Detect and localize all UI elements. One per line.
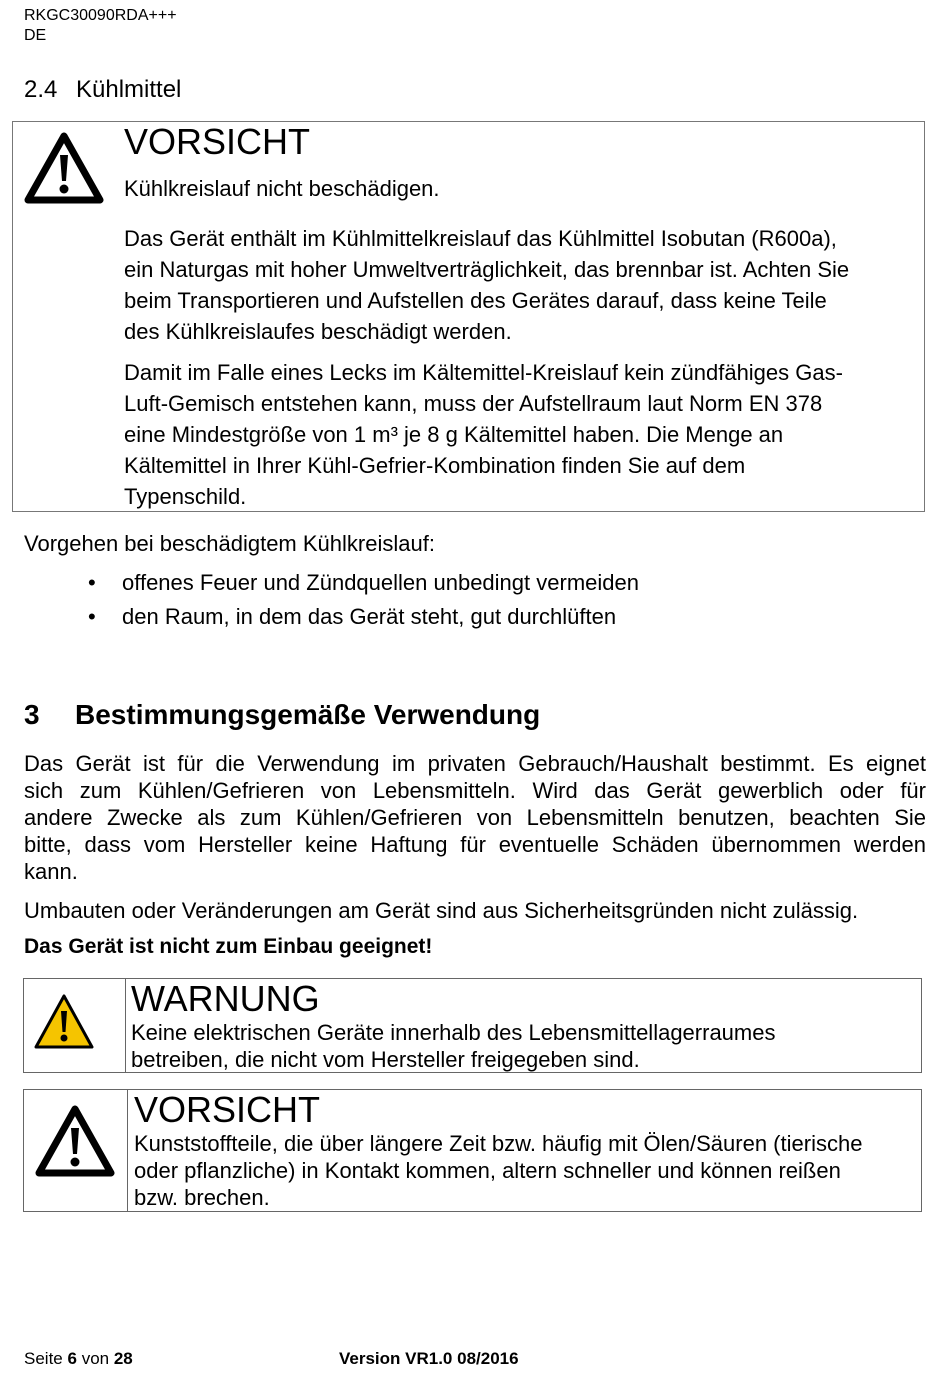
text-line: andere Zwecke als zum Kühlen/Gefrieren von Lebensmitteln benutzen, beachten Sie bbox=[24, 805, 926, 830]
text-line: Luft-Gemisch entstehen kann, muss der Aufstellraum laut Norm EN 378 bbox=[124, 391, 823, 416]
text-line: betreiben, die nicht vom Hersteller freigegeben sind. bbox=[131, 1047, 640, 1072]
built-in-note: Das Gerät ist nicht zum Einbau geeignet! bbox=[24, 935, 433, 958]
caution-paragraph-1 bbox=[124, 223, 849, 347]
text-line: Kunststoffteile, die über längere Zeit bzw. häufig mit Ölen/Säuren (tierische bbox=[134, 1131, 863, 1156]
warning-triangle-yellow-icon bbox=[33, 993, 95, 1051]
caution-paragraph-2 bbox=[124, 357, 843, 512]
text-line: oder pflanzliche) in Kontakt kommen, altern schneller und können reißen bbox=[134, 1158, 841, 1183]
version-info: Version VR1.0 08/2016 bbox=[339, 1349, 519, 1368]
bullet-glyph: • bbox=[88, 570, 96, 595]
page-separator: von bbox=[81, 1349, 110, 1368]
text-line: Kältemittel in Ihrer Kühl-Gefrier-Kombination finden Sie auf dem bbox=[124, 453, 746, 478]
box-divider bbox=[127, 1090, 128, 1211]
text-line: Keine elektrischen Geräte innerhalb des Lebensmittellagerraumes bbox=[131, 1020, 776, 1045]
text-line: bzw. brechen. bbox=[134, 1185, 270, 1210]
modification-note: Umbauten oder Veränderungen am Gerät sind aus Sicherheitsgründen nicht zulässig. bbox=[24, 898, 859, 923]
caution-title: VORSICHT bbox=[124, 121, 311, 162]
warning-box-electrical bbox=[23, 978, 922, 1073]
text-line: kann. bbox=[24, 859, 78, 884]
section-title: Bestimmungsgemäße Verwendung bbox=[75, 699, 541, 730]
caution-box-plastics bbox=[23, 1089, 922, 1212]
language-code: DE bbox=[24, 27, 47, 44]
usage-paragraph bbox=[24, 750, 926, 885]
text-line: des Kühlkreislaufes beschädigt werden. bbox=[124, 319, 512, 344]
list-item-text: den Raum, in dem das Gerät steht, gut durchlüften bbox=[122, 604, 617, 629]
page-number bbox=[24, 1348, 133, 1370]
doc-code: RKGC30090RDA+++ bbox=[24, 7, 177, 24]
text-line: Typenschild. bbox=[124, 484, 247, 509]
text-line: Damit im Falle eines Lecks im Kältemittel-Kreislauf kein zündfähiges Gas- bbox=[124, 360, 843, 385]
caution-box-refrigerant bbox=[12, 121, 925, 512]
procedure-intro: Vorgehen bei beschädigtem Kühlkreislauf: bbox=[24, 531, 435, 556]
page-current: 6 bbox=[67, 1349, 77, 1368]
caution-subtitle: Kühlkreislauf nicht beschädigen. bbox=[124, 176, 440, 201]
bullet-glyph: • bbox=[88, 604, 96, 629]
caution-title: VORSICHT bbox=[134, 1089, 321, 1130]
text-line: Das Gerät enthält im Kühlmittelkreislauf das Kühlmittel Isobutan (R600a), bbox=[124, 226, 837, 251]
section-heading-2-4 bbox=[24, 76, 181, 104]
text-line: Das Gerät ist für die Verwendung im privaten Gebrauch/Haushalt bestimmt. Es eignet bbox=[24, 751, 926, 776]
page-prefix: Seite bbox=[24, 1349, 63, 1368]
warning-triangle-icon bbox=[35, 1104, 115, 1178]
list-item-text: offenes Feuer und Zündquellen unbedingt vermeiden bbox=[122, 570, 639, 595]
warning-title: WARNUNG bbox=[131, 978, 320, 1019]
page-total: 28 bbox=[113, 1349, 133, 1368]
text-line: sich zum Kühlen/Gefrieren von Lebensmitteln. Wird das Gerät gewerblich oder für bbox=[24, 778, 926, 803]
warning-triangle-icon bbox=[24, 131, 104, 205]
text-line: bitte, dass vom Hersteller keine Haftung für eventuelle Schäden übernommen werden bbox=[24, 832, 926, 857]
text-line: beim Transportieren und Aufstellen des Gerätes darauf, dass keine Teile bbox=[124, 288, 827, 313]
section-heading-3 bbox=[24, 699, 540, 731]
box-divider bbox=[125, 979, 126, 1072]
text-line: eine Mindestgröße von 1 m³ je 8 g Kältemittel haben. Die Menge an bbox=[124, 422, 784, 447]
section-number: 3 bbox=[24, 699, 40, 730]
section-title: Kühlmittel bbox=[76, 76, 182, 103]
text-line: ein Naturgas mit hoher Umweltverträglichkeit, das brennbar ist. Achten Sie bbox=[124, 257, 850, 282]
section-number: 2.4 bbox=[24, 76, 58, 103]
